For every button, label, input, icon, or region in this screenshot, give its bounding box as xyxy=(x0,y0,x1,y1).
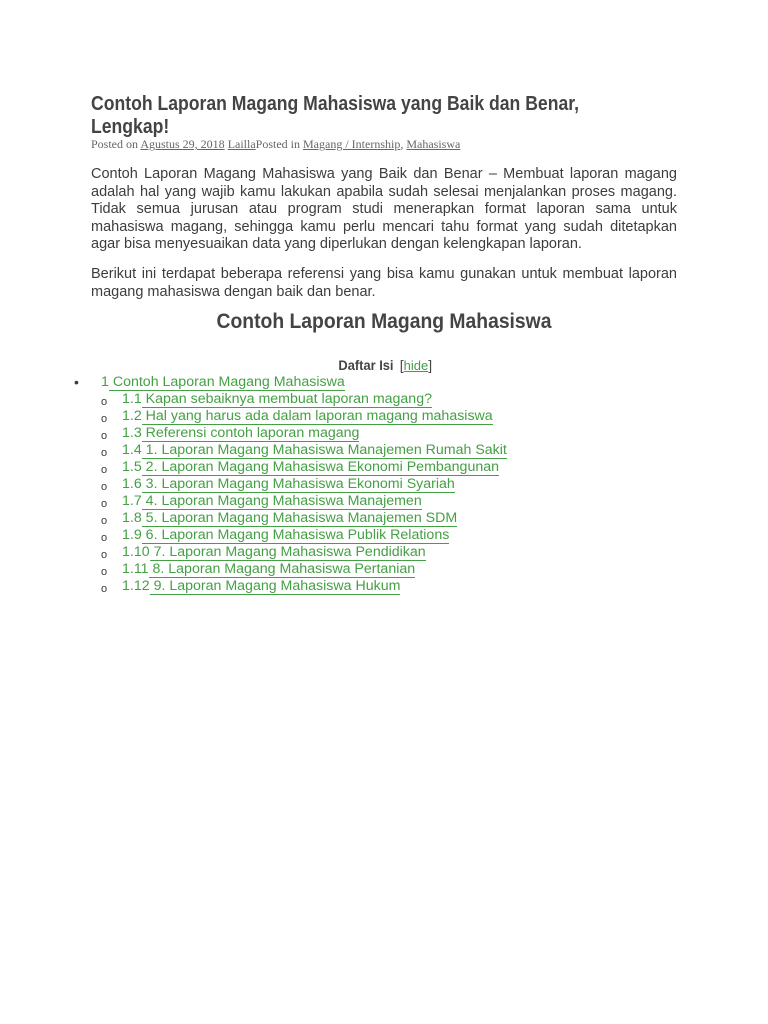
toc-item-number: 1.8 xyxy=(122,510,142,526)
toc-item-number: 1.5 xyxy=(122,459,142,475)
toc-item-number: 1.9 xyxy=(122,527,142,543)
toc-item-number: 1 xyxy=(101,374,109,390)
toc-item-text: 6. Laporan Magang Mahasiswa Publik Relations xyxy=(141,527,450,543)
toc-close-bracket: ] xyxy=(428,357,433,373)
toc-item-number: 1.2 xyxy=(122,408,142,424)
toc-item-number: 1.1 xyxy=(122,391,142,407)
toc-title: Daftar Isi xyxy=(338,357,394,373)
toc-header xyxy=(91,357,677,373)
toc-item-text: 2. Laporan Magang Mahasiswa Ekonomi Pembangunan xyxy=(141,459,500,475)
toc-item-number: 1.7 xyxy=(122,493,142,509)
toc-sub-bullet: o xyxy=(101,430,108,442)
toc-sub-bullet: o xyxy=(101,549,108,561)
category-link-mahasiswa[interactable]: Mahasiswa xyxy=(406,137,461,151)
toc-item-number: 1.12 xyxy=(122,578,150,594)
toc-sub-bullet: o xyxy=(101,515,108,527)
toc-sub-bullet: o xyxy=(101,583,108,595)
toc-item-1-12[interactable] xyxy=(122,578,400,594)
toc-item-number: 1.6 xyxy=(122,476,142,492)
toc-item-number: 1.4 xyxy=(122,442,142,458)
toc-item-text: Referensi contoh laporan magang xyxy=(141,425,360,441)
category-separator: , xyxy=(400,137,407,151)
toc-sub-bullet: o xyxy=(101,566,108,578)
toc-open-bracket: [ xyxy=(395,357,404,373)
toc-item-number: 1.11 xyxy=(122,561,149,577)
toc-sub-bullet: o xyxy=(101,396,108,408)
toc-sub-bullet: o xyxy=(101,413,108,425)
toc-sub-bullet: o xyxy=(101,447,108,459)
second-paragraph: Berikut ini terdapat beberapa referensi yang bisa kamu gunakan untuk membuat laporan magang mahasiswa dengan baik dan benar. xyxy=(91,266,677,300)
toc-item-1-4[interactable] xyxy=(122,442,507,458)
toc-item-text: Hal yang harus ada dalam laporan magang mahasiswa xyxy=(141,408,493,424)
toc-item-number: 1.10 xyxy=(122,544,150,560)
author-link[interactable]: Lailla xyxy=(227,137,256,151)
article-title: Contoh Laporan Magang Mahasiswa yang Baik dan Benar, Lengkap! xyxy=(91,93,580,138)
section-heading: Contoh Laporan Magang Mahasiswa xyxy=(216,310,552,333)
toc-item-1-11[interactable] xyxy=(122,561,415,577)
posted-on-label: Posted on xyxy=(91,137,141,151)
toc-item-1-9[interactable] xyxy=(122,527,449,543)
toc-item-1-1[interactable] xyxy=(122,391,432,407)
toc-item-text: Contoh Laporan Magang Mahasiswa xyxy=(108,374,345,390)
toc-item-1-6[interactable] xyxy=(122,476,455,492)
toc-item-text: Kapan sebaiknya membuat laporan magang? xyxy=(141,391,432,407)
toc-item-1-7[interactable] xyxy=(122,493,422,509)
toc-sub-bullet: o xyxy=(101,481,108,493)
toc-sub-bullet: o xyxy=(101,532,108,544)
toc-hide-toggle[interactable]: hide xyxy=(403,358,429,373)
toc-item-text: 9. Laporan Magang Mahasiswa Hukum xyxy=(149,578,401,594)
toc-item-1-8[interactable] xyxy=(122,510,457,526)
category-link-internship[interactable]: Magang / Internship xyxy=(303,137,401,151)
toc-item-text: 1. Laporan Magang Mahasiswa Manajemen Rumah Sakit xyxy=(141,442,507,458)
toc-sub-bullet: o xyxy=(101,498,108,510)
toc-item-1[interactable] xyxy=(101,374,345,390)
toc-item-1-3[interactable] xyxy=(122,425,359,441)
post-date-link[interactable]: Agustus 29, 2018 xyxy=(140,137,225,151)
toc-item-1-5[interactable] xyxy=(122,459,499,475)
toc-item-text: 3. Laporan Magang Mahasiswa Ekonomi Syariah xyxy=(141,476,455,492)
post-meta xyxy=(91,137,460,152)
intro-paragraph: Contoh Laporan Magang Mahasiswa yang Baik dan Benar – Membuat laporan magang adalah hal yang wajib kamu lakukan apabila sudah selesai menjalankan proses magang. Tidak semua jurusan atau program studi menerapkan format laporan sama untuk mahasiswa magang, sehingga kamu perlu mencari tahu format yang sudah ditetapkan agar bisa menyesuaikan data yang diperlukan dengan kelengkapan laporan. xyxy=(91,166,677,253)
toc-item-number: 1.3 xyxy=(122,425,142,441)
toc-item-text: 5. Laporan Magang Mahasiswa Manajemen SDM xyxy=(141,510,458,526)
toc-item-text: 8. Laporan Magang Mahasiswa Pertanian xyxy=(148,561,416,577)
toc-item-1-2[interactable] xyxy=(122,408,493,424)
toc-item-text: 4. Laporan Magang Mahasiswa Manajemen xyxy=(141,493,422,509)
toc-item-text: 7. Laporan Magang Mahasiswa Pendidikan xyxy=(149,544,426,560)
posted-in-label: Posted in xyxy=(255,137,304,151)
toc-item-1-10[interactable] xyxy=(122,544,426,560)
toc-bullet: • xyxy=(74,374,79,390)
toc-sub-bullet: o xyxy=(101,464,108,476)
